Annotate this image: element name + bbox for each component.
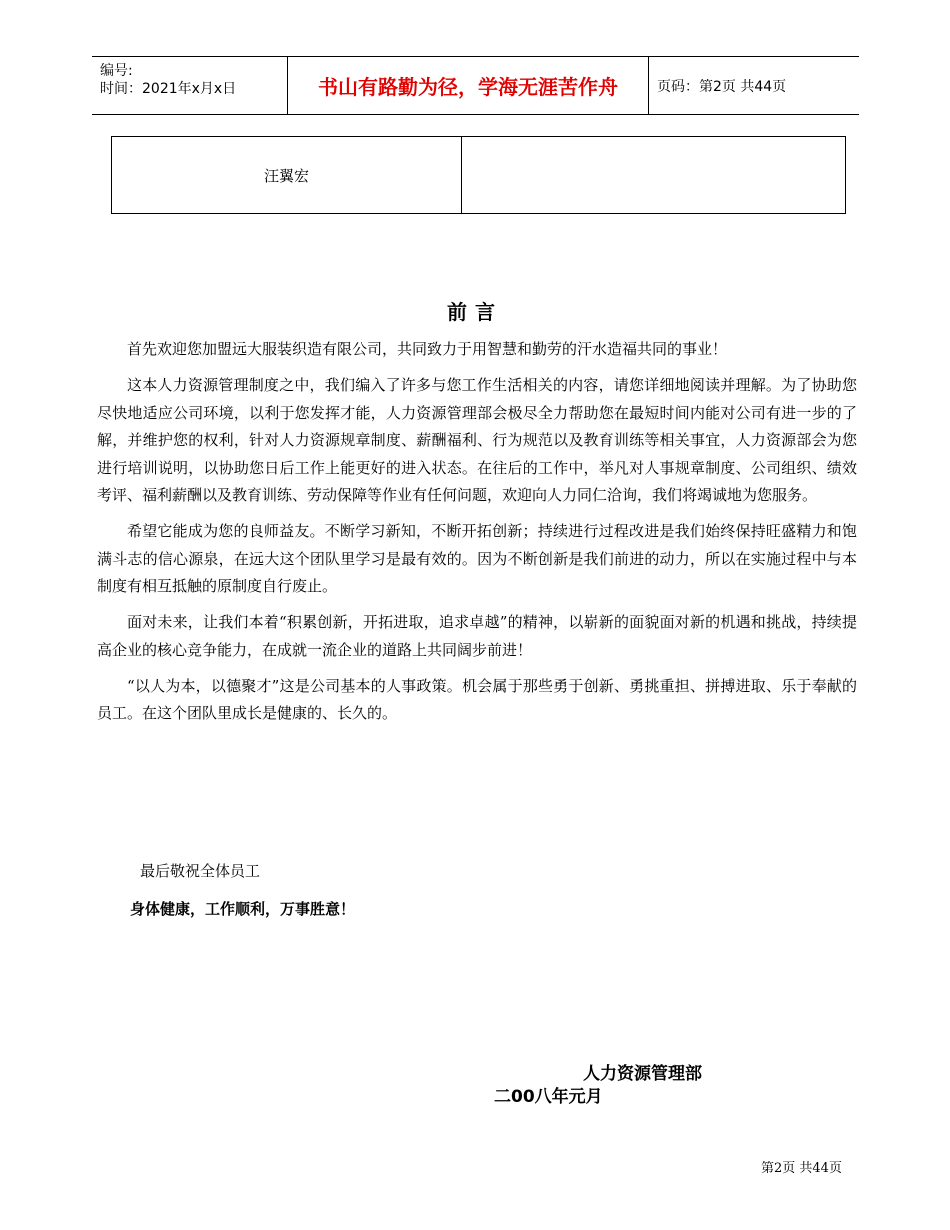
paragraph: “以人为本，以德聚才”这是公司基本的人事政策。机会属于那些勇于创新、勇挑重担、拼搏进取、乐于奉献的员工。在这个团队里成长是健康的、长久的。	[97, 676, 857, 722]
closing-line: 最后敬祝全体员工	[140, 862, 261, 880]
header-left-cell	[92, 57, 287, 114]
page-footer: 第2页 共44页	[761, 1161, 842, 1176]
paragraph: 首先欢迎您加盟远大服装织造有限公司，共同致力于用智慧和勤劳的汗水造福共同的事业！	[127, 340, 728, 358]
time-label: 时间：2021年x月x日	[100, 81, 237, 97]
wish-line: 身体健康，工作顺利，万事胜意！	[130, 900, 356, 918]
header-motto: 书山有路勤为径，学海无涯苦作舟	[287, 57, 649, 114]
name-cell: 汪翼宏	[112, 137, 462, 213]
signature-department: 人力资源管理部	[583, 1064, 702, 1084]
number-label: 编号:	[100, 63, 133, 79]
empty-cell	[462, 137, 845, 213]
header-page-info: 页码：第2页 共44页	[657, 78, 787, 95]
paragraph: 这本人力资源管理制度之中，我们编入了许多与您工作生活相关的内容，请您详细地阅读并理解。为了协助您尽快地适应公司环境，以利于您发挥才能，人力资源管理部会极尽全力帮助您在最短时间内能对公司有进一步的了解，并维护您的权利，针对人力资源规章制度、薪酬福利、行为规范以及教育训练等相关事宜，人力资源部会为您进行培训说明，以协助您日后工作上能更好的进入状态。在往后的工作中，举凡对人事规章制度、公司组织、绩效考评、福利薪酬以及教育训练、劳动保障等作业有任何问题，欢迎向人力同仁洽询，我们将竭诚地为您服务。	[97, 376, 857, 504]
top-table	[111, 136, 846, 214]
paragraph: 希望它能成为您的良师益友。不断学习新知，不断开拓创新；持续进行过程改进是我们始终保持旺盛精力和饱满斗志的信心源泉，在远大这个团队里学习是最有效的。因为不断创新是我们前进的动力，所以在实施过程中与本制度有相互抵触的原制度自行废止。	[97, 522, 857, 595]
paragraph: 面对未来，让我们本着“积累创新，开拓进取，追求卓越”的精神，以崭新的面貌面对新的机遇和挑战，持续提高企业的核心竞争能力，在成就一流企业的道路上共同阔步前进！	[97, 613, 857, 659]
signature-date: 二00八年元月	[494, 1087, 603, 1107]
body-text	[97, 336, 857, 736]
section-title: 前言	[447, 300, 503, 324]
page-header	[92, 56, 859, 115]
